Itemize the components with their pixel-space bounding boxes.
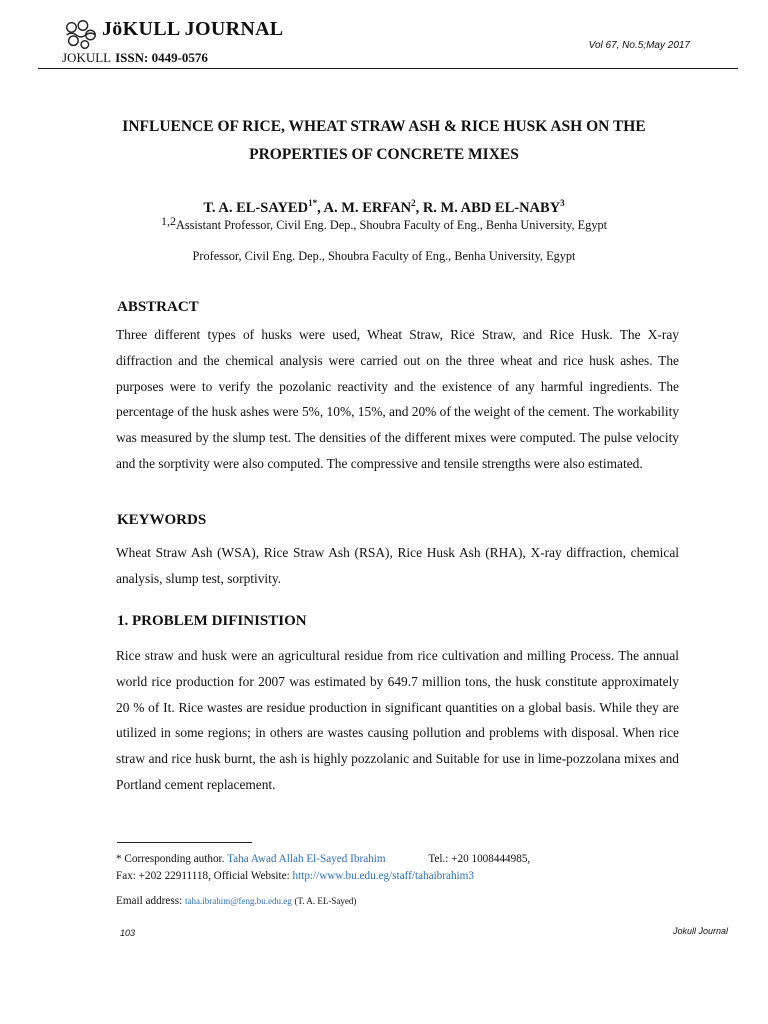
footnote-email-line [116,895,356,907]
author-affiliation-mark: 2 [411,198,416,208]
footnote-telephone: Tel.: +20 1008444985, [428,853,531,865]
journal-logo [62,12,284,66]
affiliation-2: Professor, Civil Eng. Dep., Shoubra Faculty of Eng., Benha University, Egypt [192,249,576,263]
affiliation-text: Assistant Professor, Civil Eng. Dep., Shoubra Faculty of Eng., Benha University, Egypt [175,218,608,232]
section-body-text: Rice straw and husk were an agricultural residue from rice cultivation and milling Process. The annual world rice production for 2007 was estimated by 649.7 million tons, the husk constitute approximately 20 % of It. Rice wastes are residue production in significant quantities on a global basis. While they are utilized in some regions; in others are wastes causing pollution and problems with disposal. When rice straw and rice husk burnt, the ash is highly pozzolanic and Suitable for use in lime-pozzolana mixes and Portland cement replacement. [116,648,679,792]
footnote-fax: Fax: +202 22911118, Official Website: [116,870,290,882]
section-heading: 1. PROBLEM DIFINISTION [117,613,307,629]
affiliation-1 [60,214,708,233]
footnote-divider [117,842,252,843]
author-affiliation-mark: 1* [308,198,318,208]
abstract-heading: ABSTRACT [117,299,199,315]
header-divider [38,68,738,69]
paper-title-line-1: INFLUENCE OF RICE, WHEAT STRAW ASH & RICE HUSK ASH ON THE [122,118,646,135]
journal-issn: ISSN: 0449-0576 [115,50,208,65]
abstract-text: Three different types of husks were used, Wheat Straw, Rice Straw, and Rice Husk. The X-ray diffraction and the chemical analysis were carried out on the three wheat and rice husk ashes. The purposes were to verify the pozolanic reactivity and the existence of any harmful ingredients. The percentage of the husk ashes were 5%, 10%, 15%, and 20% of the weight of the cement. The workability was measured by the slump test. The densities of the different mixes were computed. The pulse velocity and the sorptivity were also computed. The compressive and tensile strengths were also estimated. [116,327,679,471]
footnote-author-line [116,853,530,865]
paper-title-line-2: PROPERTIES OF CONCRETE MIXES [249,146,519,163]
keywords-text: Wheat Straw Ash (WSA), Rice Straw Ash (RSA), Rice Husk Ash (RHA), X-ray diffraction, chemical analysis, slump test, sorptivity. [116,545,679,586]
website-link[interactable]: http://www.bu.edu.eg/staff/tahaibrahim3 [292,870,474,882]
journal-name: JöKULL JOURNAL [102,18,284,40]
journal-emblem-icon [62,16,100,54]
footnote-prefix: * Corresponding author. [116,853,225,865]
journal-short-name: JOKULL [62,50,112,65]
author-name: T. A. EL-SAYED [203,199,309,216]
author-name: A. M. ERFAN [323,199,412,216]
journal-issn-line [62,50,208,66]
author-link[interactable]: Taha Awad Allah El-Sayed Ibrahim [227,853,386,865]
author-affiliation-mark: 3 [560,198,565,208]
email-suffix: (T. A. EL-Sayed) [294,896,357,906]
volume-info: Vol 67, No.5;May 2017 [588,40,690,51]
keywords-heading: KEYWORDS [117,512,207,528]
footer-journal-name: Jokull Journal [672,926,728,936]
paper-title [60,113,708,169]
author-list: T. A. $EL-SAYED^{1*}$, A. M. ERFAN$^2$, R. M. ABD EL-NABY$^3$ [203,198,565,216]
footnote-contact-line [116,870,474,882]
email-link[interactable]: taha.ibrahim@feng.bu.edu.eg [184,896,292,906]
page-number: 103 [120,928,136,938]
author-name: R. M. ABD EL-NABY [422,199,561,216]
email-label: Email address: [116,895,183,907]
affiliation-mark: 1,2 [160,214,176,228]
